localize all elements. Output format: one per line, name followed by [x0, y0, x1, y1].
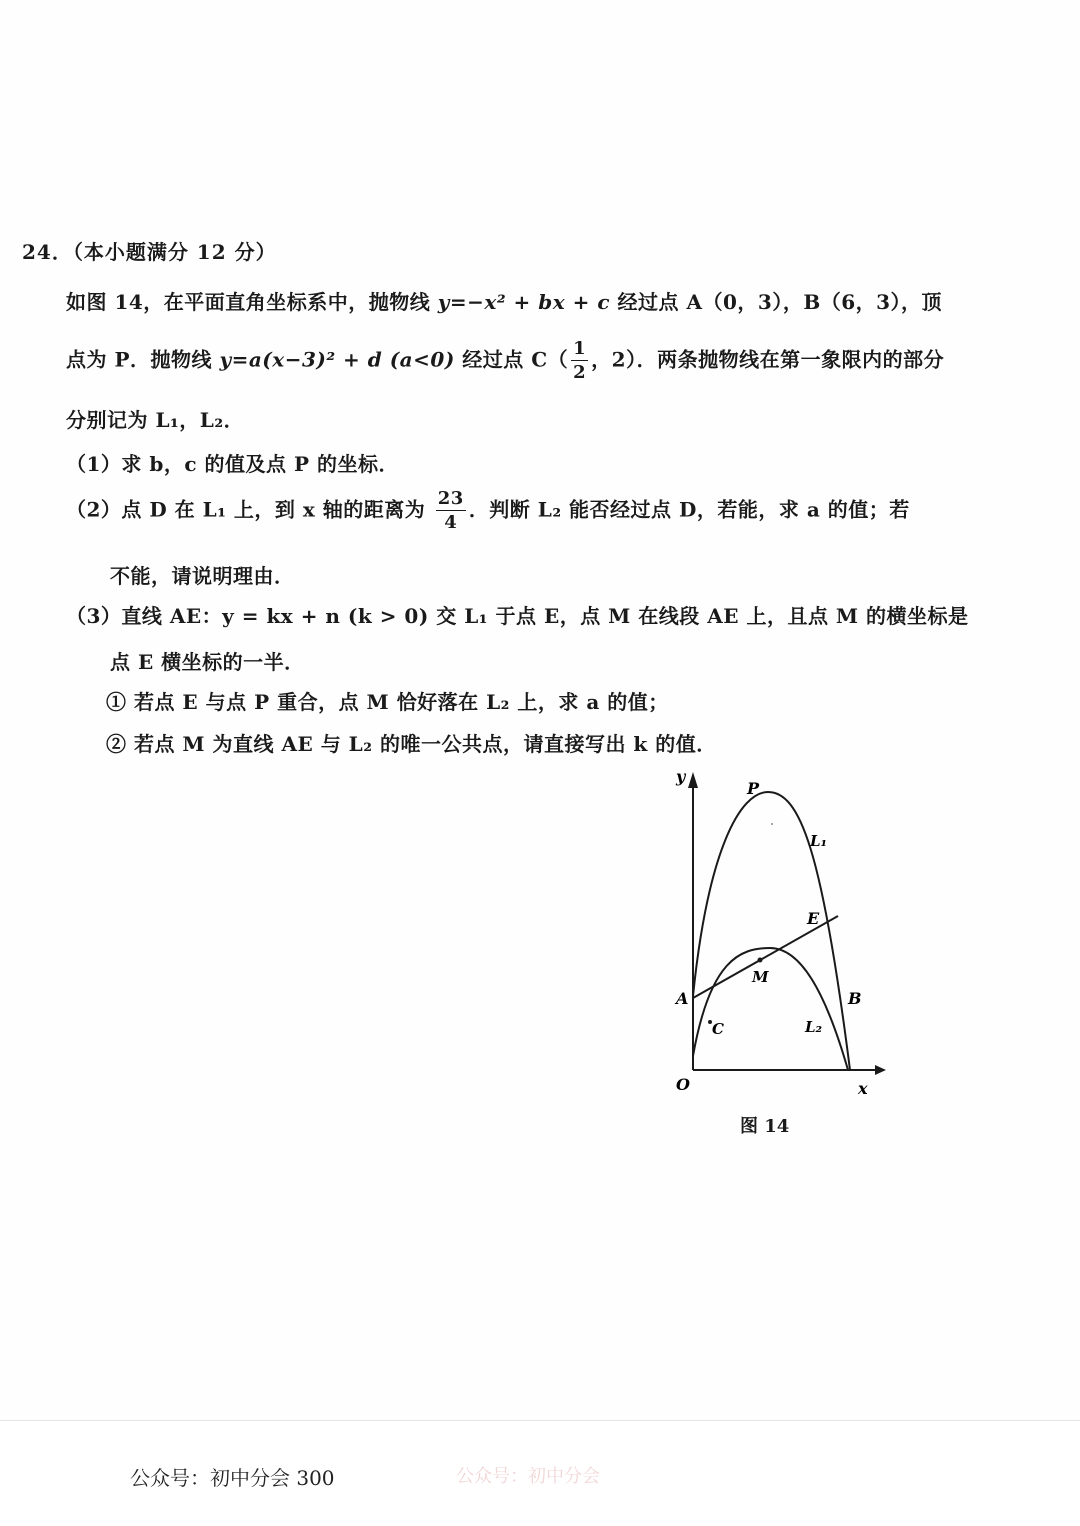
label-x: x	[858, 1079, 868, 1098]
stem-line-1-formula: y=−x² + bx + c	[437, 290, 611, 314]
label-c: C	[712, 1020, 724, 1038]
stem-line-2-formula: y=a(x−3)² + d (a<0)	[219, 347, 455, 372]
stem-line-2-post: ，2）．两条抛物线在第一象限内的部分	[591, 347, 945, 372]
parabola-l2	[693, 948, 848, 1070]
label-l2: L₂	[805, 1018, 823, 1036]
part-2-pre: （2）点 D 在 L₁ 上，到 x 轴的距离为	[66, 497, 433, 522]
label-e: E	[807, 909, 820, 928]
stem-line-1-pre: 如图 14，在平面直角坐标系中，抛物线	[66, 290, 438, 314]
label-m: M	[752, 968, 769, 986]
part-3-sub-1: ① 若点 E 与点 P 重合，点 M 恰好落在 L₂ 上，求 a 的值；	[106, 690, 669, 714]
label-a: A	[676, 989, 689, 1008]
label-p: P	[747, 779, 760, 798]
fraction-twenty-three-quarters	[436, 490, 466, 532]
y-axis-arrow-icon	[688, 772, 698, 788]
label-o: O	[676, 1075, 690, 1094]
scan-speck	[771, 823, 773, 825]
part-2-line-1	[66, 490, 910, 532]
fraction-denominator: 2	[573, 362, 587, 383]
fraction-denominator: 4	[444, 512, 458, 533]
stem-line-1-post: 经过点 A（0，3），B（6，3），顶	[610, 290, 943, 314]
stem-line-2-mid: 经过点 C（	[454, 347, 569, 372]
footer-account-text: 公众号：初中分会 300	[130, 1466, 335, 1490]
stem-line-1	[66, 286, 942, 315]
fraction-numerator: 1	[573, 338, 587, 359]
part-2-line-2: 不能，请说明理由．	[110, 564, 295, 588]
part-1: （1）求 b，c 的值及点 P 的坐标．	[66, 452, 399, 476]
stem-line-2-pre: 点为 P．抛物线	[66, 347, 220, 372]
part-2-post: ．判断 L₂ 能否经过点 D，若能，求 a 的值；若	[468, 497, 910, 522]
part-3-line-2: 点 E 横坐标的一半．	[110, 650, 305, 674]
fraction-one-half	[571, 340, 588, 382]
part-3-sub-2: ② 若点 M 为直线 AE 与 L₂ 的唯一公共点，请直接写出 k 的值．	[106, 732, 717, 756]
figure-14-graph	[660, 760, 890, 1150]
label-l1: L₁	[810, 832, 828, 850]
x-axis-arrow-icon	[875, 1065, 886, 1075]
footer-divider	[0, 1420, 1080, 1421]
stem-line-2	[66, 340, 944, 382]
point-m	[758, 958, 763, 963]
stem-line-3: 分别记为 L₁，L₂．	[66, 408, 245, 432]
fraction-numerator: 23	[437, 488, 464, 509]
part-3-line-1: （3）直线 AE：y = kx + n (k > 0) 交 L₁ 于点 E，点 M 在线段 AE 上，且点 M 的横坐标是	[66, 604, 969, 628]
label-y: y	[676, 767, 686, 786]
figure-caption: 图 14	[740, 1116, 790, 1137]
question-header: 24．（本小题满分 12 分）	[22, 240, 277, 264]
footer-watermark: 公众号：初中分会	[456, 1466, 600, 1487]
label-b: B	[848, 989, 862, 1008]
